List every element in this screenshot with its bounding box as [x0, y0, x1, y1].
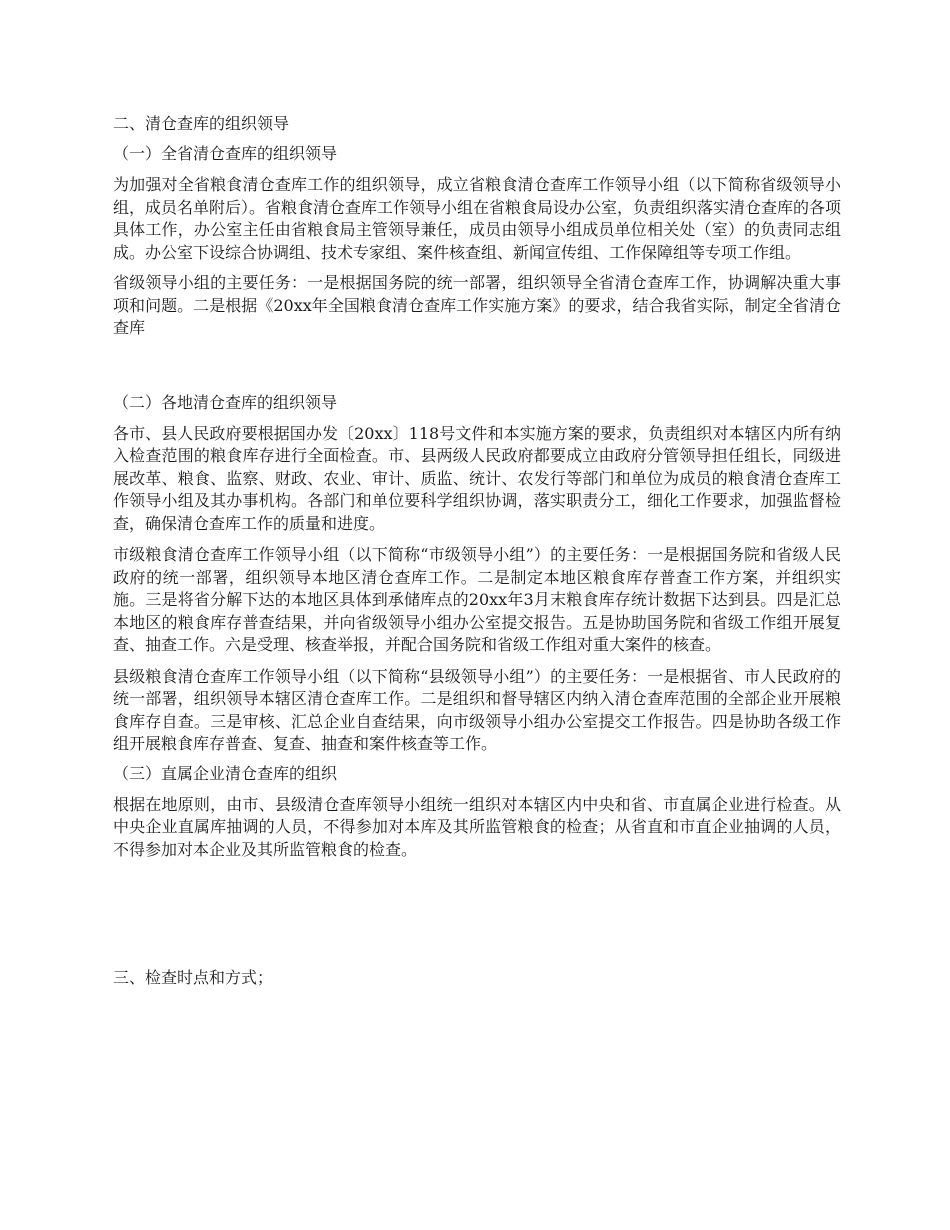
paragraph-county-group: 县级粮食清仓查库工作领导小组（以下简称“县级领导小组”）的主要任务：一是根据省、市人民政府的统一部署，组织领导本辖区清仓查库工作。二是组织和督导辖区内纳入清仓查库范围的全部企业开展粮食库存自查。三是审核、汇总企业自查结果，向市级领导小组办公室提交工作报告。四是协助各级工作组开展粮食库存普查、复查、抽查和案件核查等工作。: [113, 666, 841, 753]
paragraph-city-group: 市级粮食清仓查库工作领导小组（以下简称“市级领导小组”）的主要任务：一是根据国务院和省级人民政府的统一部署，组织领导本地区清仓查库工作。二是制定本地区粮食库存普查工作方案，并组织实施。三是将省分解下达的本地区具体到承储库点的20xx年3月末粮食库存统计数据下达到县。四是汇总本地区的粮食库存普查结果，并向省级领导小组办公室提交报告。五是协助国务院和省级工作组开展复查、抽查工作。六是受理、核查举报，并配合国务院和省级工作组对重大案件的核查。: [113, 545, 841, 654]
document-page: [113, 113, 841, 989]
paragraph-provincial-tasks: 省级领导小组的主要任务：一是根据国务院的统一部署，组织领导全省清仓查库工作，协调解决重大事项和问题。二是根据《20xx年全国粮食清仓查库工作实施方案》的要求，结合我省实际，制定全省清仓查库: [113, 273, 841, 337]
subsection-heading-2: （二）各地清仓查库的组织领导: [113, 392, 338, 412]
paragraph-direct-enterprises: 根据在地原则，由市、县级清仓查库领导小组统一组织对本辖区内中央和省、市直属企业进行检查。从中央企业直属库抽调的人员，不得参加对本库及其所监管粮食的检查；从省直和市直企业抽调的人员，不得参加对本企业及其所监管粮食的检查。: [113, 794, 841, 859]
paragraph-provincial-group: 为加强对全省粮食清仓查库工作的组织领导，成立省粮食清仓查库工作领导小组（以下简称省级领导小组，成员名单附后）。省粮食清仓查库工作领导小组在省粮食局设办公室，负责组织落实清仓查库的各项具体工作，办公室主任由省粮食局主管领导兼任，成员由领导小组成员单位相关处（室）的负责同志组成。办公室下设综合协调组、技术专家组、案件核查组、新闻宣传组、工作保障组等专项工作组。: [113, 175, 842, 262]
subsection-heading-1: （一）全省清仓查库的组织领导: [113, 144, 338, 163]
paragraph-local-government: 各市、县人民政府要根据国办发〔20xx〕118号文件和本实施方案的要求，负责组织对本辖区内所有纳入检查范围的粮食库存进行全面检查。市、县两级人民政府都要成立由政府分管领导担任组长，同级进展改革、粮食、监察、财政、农业、审计、质监、统计、农发行等部门和单位为成员的粮食清仓查库工作领导小组及其办事机构。各部门和单位要科学组织协调，落实职责分工，细化工作要求，加强监督检查，确保清仓查库工作的质量和进度。: [113, 423, 841, 533]
subsection-heading-3: （三）直属企业清仓查库的组织: [113, 763, 338, 783]
section-heading-3: 三、检查时点和方式；: [113, 968, 274, 987]
section-heading-2: 二、清仓查库的组织领导: [113, 114, 290, 133]
